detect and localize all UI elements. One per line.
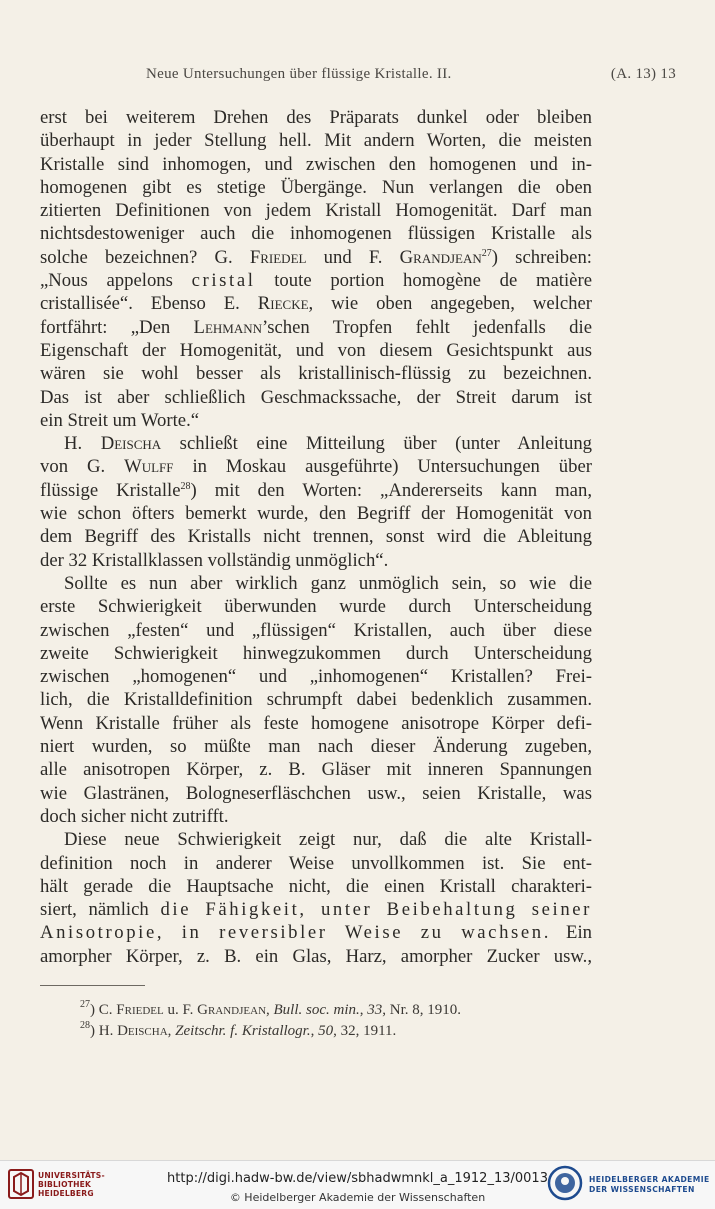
author-name: Friedel xyxy=(249,246,307,268)
text-line: Kristalle sind inhomogen, und zwischen den homogenen und in- xyxy=(40,153,592,175)
text-line: H. Deischa schließt eine Mitteilung über (unter Anleitung xyxy=(64,433,593,455)
author-name: Lehmann xyxy=(193,316,263,338)
footnote-ref: 27 xyxy=(481,247,492,259)
text-line: wie schon öfters bemerkt wurde, den Begriff der Homogenität von xyxy=(40,503,592,525)
footnote-divider xyxy=(40,985,145,986)
text-line: fortfährt: „Den Lehmann’schen Tropfen fehlt jedenfalls die xyxy=(40,316,592,338)
text-line: alle anisotropen Körper, z. B. Gläser mit inneren Spannungen xyxy=(40,759,592,781)
footnote-ref: 28 xyxy=(180,480,191,492)
text-line: der 32 Kristallklassen vollständig unmöglich“. xyxy=(40,549,389,571)
text-line: wie Glastränen, Bologneserfläschchen usw., seien Kristalle, was xyxy=(40,782,592,804)
author-name: Deischa xyxy=(100,433,162,455)
academy-logo[interactable] xyxy=(547,1165,710,1205)
text-line: Wenn Kristalle früher als feste homogene anisotrope Körper defi- xyxy=(40,712,592,734)
text-line: niert wurden, so müßte man nach dieser Änderung zugeben, xyxy=(40,736,592,758)
text-line: cristallisée“. Ebenso E. Riecke, wie oben angegeben, welcher xyxy=(40,293,592,315)
text-line: solche bezeichnen? G. Friedel und F. Grandjean$^{27}$) schreiben: xyxy=(40,246,592,268)
text-line: ein Streit um Worte.“ xyxy=(40,409,200,431)
text-line: zwischen „festen“ und „flüssigen“ Kristallen, auch über diese xyxy=(40,619,592,641)
text-line: hält gerade die Hauptsache nicht, die einen Kristall charakteri- xyxy=(40,875,592,897)
text-line: amorpher Körper, z. B. ein Glas, Harz, amorpher Zucker usw., xyxy=(40,945,592,967)
spaced-emphasis: die Fähigkeit, unter Beibehaltung seiner xyxy=(160,899,592,921)
body-text xyxy=(40,106,592,968)
academy-name: HEIDELBERGER AKADEMIE DER WISSENSCHAFTEN xyxy=(589,1175,710,1194)
author-name: Wulff xyxy=(124,456,174,478)
footnote: $^{27}$) C. Friedel u. F. Grandjean, Bull. soc. min., 33, Nr. 8, 1910. xyxy=(80,999,462,1018)
text-line: Das ist aber schließlich Geschmackssache, der Streit darum ist xyxy=(40,386,592,408)
text-line: Diese neue Schwierigkeit zeigt nur, daß die alte Kristall- xyxy=(64,829,592,851)
footnotes xyxy=(80,1000,580,1042)
text-line: zweite Schwierigkeit hinwegzukommen durch Unterscheidung xyxy=(40,642,592,664)
text-line: erste Schwierigkeit überwunden wurde durch Unterscheidung xyxy=(40,596,592,618)
text-line: dem Begriff des Kristalls nicht trennen, sonst wird die Ableitung xyxy=(40,526,592,548)
spaced-emphasis: Anisotropie, in reversibler Weise zu wachsen. xyxy=(40,922,552,944)
text-line: doch sicher nicht zutrifft. xyxy=(40,805,229,827)
library-name: UNIVERSITÄTS- BIBLIOTHEK HEIDELBERG xyxy=(38,1171,105,1198)
footnote: $^{28}$) H. Deischa, Zeitschr. f. Kristallogr., 50, 32, 1911. xyxy=(80,1020,397,1039)
text-line: von G. Wulff in Moskau ausgeführte) Untersuchungen über xyxy=(40,456,593,478)
viewer-footer xyxy=(0,1160,715,1209)
text-line: Anisotropie, in reversibler Weise zu wachsen. Ein xyxy=(40,922,592,944)
text-line: zwischen „homogenen“ und „inhomogenen“ Kristallen? Frei- xyxy=(40,666,592,688)
running-head-title: Neue Untersuchungen über flüssige Kristalle. II. xyxy=(146,66,452,82)
text-line: homogenen gibt es stetige Übergänge. Nun verlangen die oben xyxy=(40,176,592,198)
author-name: Grandjean xyxy=(399,246,482,268)
copyright-notice: © Heidelberger Akademie der Wissenschaften xyxy=(229,1191,486,1204)
text-line: „Nous appelons cristal toute portion homogène de matière xyxy=(40,270,592,292)
permalink-url[interactable]: http://digi.hadw-bw.de/view/sbhadwmnkl_a_1912_13/0013 xyxy=(167,1171,548,1186)
text-line: erst bei weiterem Drehen des Präparats dunkel oder bleiben xyxy=(40,107,592,128)
text-line: wären sie wohl besser als kristallinisch-flüssig zu bezeichnen. xyxy=(40,363,592,385)
text-line: Eigenschaft der Homogenität, und von diesem Gesichtspunkt aus xyxy=(40,339,592,361)
text-line: definition noch in anderer Weise unvollkommen ist. Sie ent- xyxy=(40,852,592,874)
author-name: Riecke xyxy=(257,293,309,315)
text-line: zitierten Definitionen von jedem Kristall Homogenität. Darf man xyxy=(40,200,592,222)
spaced-term: cristal xyxy=(191,270,256,292)
academy-seal-icon xyxy=(547,1165,583,1201)
text-line: überhaupt in jeder Stellung hell. Mit andern Worten, die meisten xyxy=(40,130,592,152)
text-line: lich, die Kristalldefinition schrumpft dabei bedenklich zusammen. xyxy=(40,689,592,711)
text-line: siert, nämlich die Fähigkeit, unter Beibehaltung seiner xyxy=(40,899,592,921)
running-head-page-ref: (A. 13) 13 xyxy=(610,66,676,82)
text-line: Sollte es nun aber wirklich ganz unmöglich sein, so wie die xyxy=(64,572,592,594)
text-line: flüssige Kristalle$^{28}$) mit den Worten: „Andererseits kann man, xyxy=(40,479,592,501)
text-line: nichtsdestoweniger auch die inhomogenen flüssigen Kristalle als xyxy=(40,223,592,245)
